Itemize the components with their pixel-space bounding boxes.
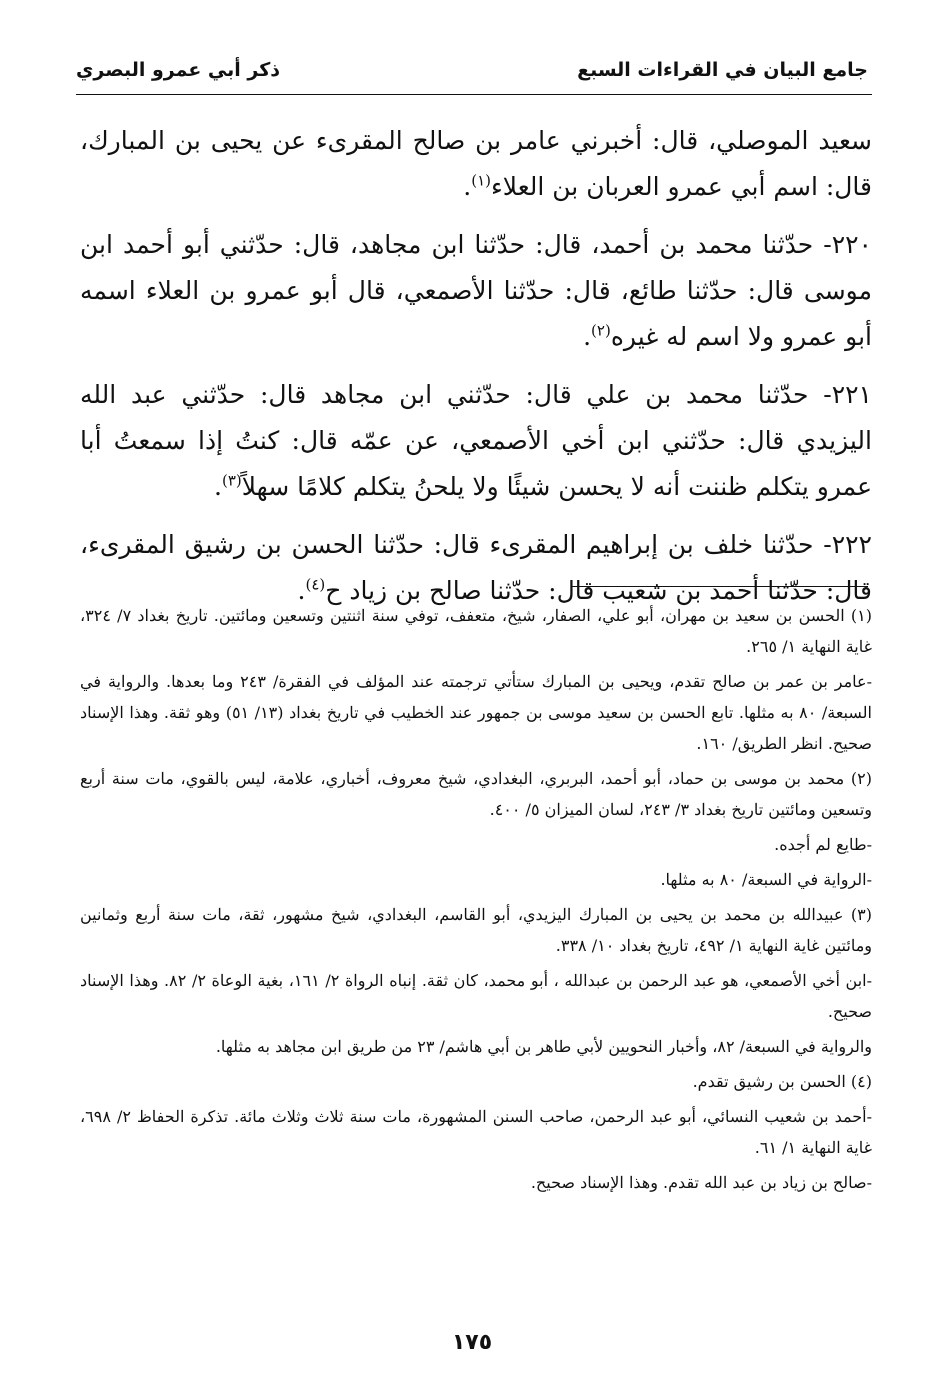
- footnote: (٢) محمد بن موسى بن حماد، أبو أحمد، البربري، البغدادي، شيخ معروف، أخباري، علامة، ليس بالقوي، مات سنة أربع وتسعين ومائتين تاريخ بغداد ٣/ ٢٤٣، لسان الميزان ٥/ ٤٠٠.: [80, 769, 872, 819]
- footnote-marker: (٣): [221, 471, 242, 490]
- paragraph-text: ٢٢٠- حدّثنا محمد بن أحمد، قال: حدّثنا ابن مجاهد، قال: حدّثني أبو أحمد ابن موسى قال: حدّثنا طائع، قال: حدّثنا الأصمعي، قال أبو عمرو بن العلاء اسمه أبو عمرو ولا اسم له غيره: [80, 230, 872, 351]
- footnote: والرواية في السبعة/ ٨٢، وأخبار النحويين لأبي طاهر بن أبي هاشم/ ٢٣ من طريق ابن مجاهد به مثلها.: [215, 1037, 872, 1056]
- paragraph-end: .: [214, 472, 222, 501]
- paragraph-text: ٢٢٢- حدّثنا خلف بن إبراهيم المقرىء قال: حدّثنا الحسن بن رشيق المقرىء، قال: حدّثنا أحمد بن شعيب قال: حدّثنا صالح بن زياد ح: [80, 530, 872, 605]
- paragraph-end: .: [583, 322, 592, 351]
- footnote: -عامر بن عمر بن صالح تقدم، ويحيى بن المبارك ستأتي ترجمته عند المؤلف في الفقرة/ ٢٤٣ وما بعدها. والرواية في السبعة/ ٨٠ به مثلها. تابع الحسن بن سعيد موسى بن جمهور عند الخطيب في تاريخ بغداد (١٣/ ٥١) وهو ثقة. وهذا الإسناد صحيح. انظر الطريق/ ١٦٠.: [80, 672, 872, 753]
- paragraph-end: .: [463, 172, 472, 201]
- footnote: (٤) الحسن بن رشيق تقدم.: [692, 1072, 872, 1091]
- header-rule: [76, 94, 872, 95]
- main-text: [80, 118, 872, 626]
- paragraph-text: سعيد الموصلي، قال: أخبرني عامر بن صالح المقرىء عن يحيى بن المبارك، قال: اسم أبي عمرو العربان بن العلاء: [80, 126, 872, 201]
- paragraph-text: ٢٢١- حدّثنا محمد بن علي قال: حدّثني ابن مجاهد قال: حدّثني عبد الله اليزيدي قال: حدّثني ابن أخي الأصمعي، عن عمّه قال: كنتُ إذا سمعتُ أبا عمرو يتكلم ظننت أنه لا يحسن شيئًا ولا يلحنُ يتكلم كلامًا سهلاً: [80, 380, 872, 501]
- footnote-separator: [572, 586, 868, 587]
- footnote-marker: (٢): [591, 321, 611, 340]
- running-header-book-title: جامع البيان في القراءات السبع: [577, 59, 868, 81]
- main-paragraph: [80, 222, 872, 360]
- main-paragraph: [80, 118, 872, 210]
- footnote: -ابن أخي الأصمعي، هو عبد الرحمن بن عبدالله ، أبو محمد، كان ثقة. إنباه الرواة ٢/ ١٦١، بغية الوعاة ٢/ ٨٢. وهذا الإسناد صحيح.: [80, 971, 873, 1021]
- running-header-chapter-title: ذكر أبي عمرو البصري: [76, 59, 281, 81]
- footnote-marker: (١): [471, 171, 492, 190]
- footnote: (١) الحسن بن سعيد بن مهران، أبو علي، الصفار، شيخ، متعفف، توفي سنة اثنتين وتسعين ومائتين. تاريخ بغداد ٧/ ٣٢٤، غاية النهاية ١/ ٢٦٥.: [80, 606, 872, 656]
- footnotes: [80, 600, 872, 1202]
- footnote: (٣) عبيدالله بن محمد بن يحيى بن المبارك اليزيدي، أبو القاسم، البغدادي، شيخ مشهور، ثقة، مات سنة أربع وثمانين ومائتين غاية النهاية ١/ ٤٩٢، تاريخ بغداد ١٠/ ٣٣٨.: [80, 905, 872, 955]
- footnote: -صالح بن زياد بن عبد الله تقدم. وهذا الإسناد صحيح.: [530, 1173, 872, 1192]
- footnote: -طايع لم أجده.: [774, 835, 872, 854]
- main-paragraph: [80, 372, 872, 510]
- paragraph-end: .: [297, 576, 306, 605]
- footnote: -الرواية في السبعة/ ٨٠ به مثلها.: [660, 870, 872, 889]
- footnote: -أحمد بن شعيب النسائي، أبو عبد الرحمن، صاحب السنن المشهورة، مات سنة ثلاث وثلاث مائة. تذكرة الحفاظ ٢/ ٦٩٨، غاية النهاية ١/ ٦١.: [80, 1107, 873, 1157]
- page-number: ١٧٥: [451, 1330, 493, 1355]
- footnote-marker: (٤): [305, 575, 326, 594]
